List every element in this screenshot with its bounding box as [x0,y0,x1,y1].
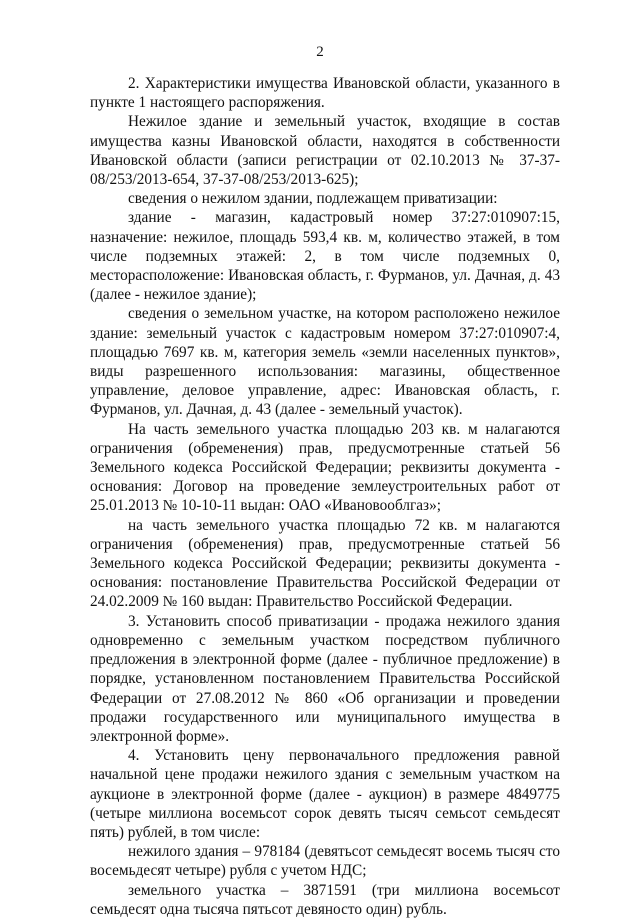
paragraph-section-4-price: 4. Установить цену первоначального предложения равной начальной цене продажи нежилого здания с земельным участком на аукционе в электронной форме (далее - аукцион) в размере 4849775 (четыре миллиона восемьсот сорок девять тысяч семьсот семьдесят пять) рублей, в том числе: [90,747,560,841]
paragraph-building-details: здание - магазин, кадастровый номер 37:27:010907:15, назначение: нежилое, площадь 593,4 кв. м, количество этажей, в том числе подземных этажей: 2, в том числе подземных 0, месторасположение: Ивановская область, г. Фурманов, ул. Дачная, д. 43 (далее - нежилое здание); [90,209,560,304]
paragraph-encumbrance-203: На часть земельного участка площадью 203 кв. м налагаются ограничения (обременения) прав, предусмотренные статьей 56 Земельного кодекса Российской Федерации; реквизиты документа - основания: Договор на проведение землеустроительных работ от 25.01.2013 № 10-10-11 выдан: ОАО «Ивановооблгаз»; [90,420,560,515]
paragraph-land-price: земельного участка – 3871591 (три миллиона восемьсот семьдесят одна тысяча пятьсот девяносто один) рубль. [90,881,560,918]
paragraph-land-plot-details: сведения о земельном участке, на котором расположено нежилое здание: земельный участок с кадастровым номером 37:27:010907:4, площадью 7697 кв. м, категория земель «земли населенных пунктов», виды разрешенного использования: магазины, общественное управление, деловое управление, адрес: Ивановская область, г. Фурманов, ул. Дачная, д. 43 (далее - земельный участок). [90,305,560,419]
paragraph-section-2-heading: 2. Характеристики имущества Ивановской области, указанного в пункте 1 настоящего распоряжения. [90,75,560,112]
document-body [90,74,560,919]
paragraph-encumbrance-72: на часть земельного участка площадью 72 кв. м налагаются ограничения (обременения) прав, предусмотренные статьей 56 Земельного кодекса Российской Федерации; реквизиты документа - основания: постановление Правительства Российской Федерации от 24.02.2009 № 160 выдан: Правительство Российской Федерации. [90,516,560,611]
paragraph-ownership: Нежилое здание и земельный участок, входящие в состав имущества казны Ивановской области, находятся в собственности Ивановской области (записи регистрации от 02.10.2013 № 37-37-08/253/2013-654, 37-37-08/253/2013-625); [90,113,560,189]
paragraph-section-3-privatization-method: 3. Установить способ приватизации - продажа нежилого здания одновременно с земельным участком посредством публичного предложения в электронной форме (далее - публичное предложение) в порядке, установленном постановлением Правительства Российской Федерации от 27.08.2012 № 860 «Об организации и проведении продажи государственного или муниципального имущества в электронной форме». [90,612,560,745]
paragraph-building-info-label: сведения о нежилом здании, подлежащем приватизации: [128,190,498,208]
paragraph-building-price: нежилого здания – 978184 (девятьсот семьдесят восемь тысяч сто восемьдесят четыре) рубля с учетом НДС; [90,843,560,880]
page-number: 2 [316,44,324,60]
